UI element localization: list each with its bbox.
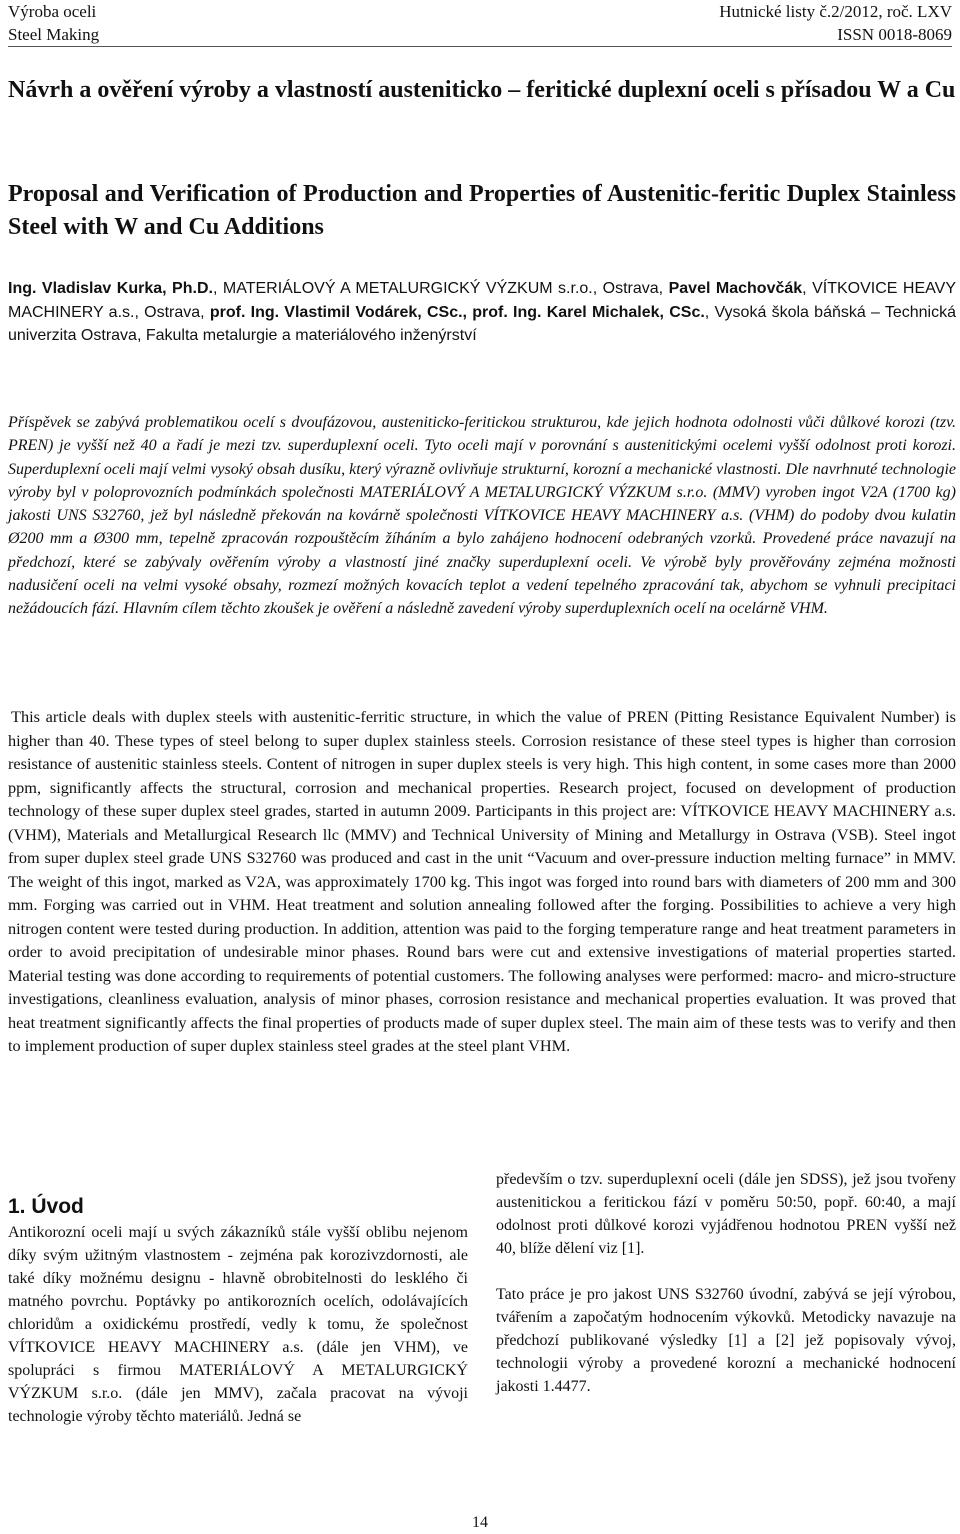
title-english: Proposal and Verification of Production and Properties of Austenitic-feritic Duplex Stainless Steel with W and Cu Additions	[8, 181, 956, 240]
header-section-en: Steel Making	[8, 25, 100, 44]
author-2-affiliation: , VÍTKOVICE HEAVY MACHINERY a.s., Ostrava,	[8, 280, 956, 321]
section-heading-introduction: 1. Úvod	[8, 1195, 84, 1218]
left-column	[8, 1193, 468, 1428]
header-journal: Hutnické listy č.2/2012, roč. LXV	[719, 2, 952, 21]
author-1: Ing. Vladislav Kurka, Ph.D.	[8, 280, 213, 297]
title-czech: Návrh a ověření výroby a vlastností austeniticko – feritické duplexní oceli s přísadou W a Cu	[8, 77, 956, 103]
right-column	[496, 1168, 956, 1398]
header-left	[8, 0, 99, 46]
header-right	[719, 0, 952, 46]
author-3-4-affiliation: , Vysoká škola báňská – Technická univerzita Ostrava, Fakulta metalurgie a materiálového inženýrství	[8, 303, 957, 344]
intro-paragraph-right-2: Tato práce je pro jakost UNS S32760 úvodní, zabývá se její výrobou, tvářením a započatým hodnocením výkovků. Metodicky navazuje na předchozí publikované výsledky [1] a [2] jež popisovaly vývoj, technologii výroby a provedené korozní a mechanické hodnocení jakosti 1.4477.	[496, 1286, 956, 1395]
intro-paragraph-left: Antikorozní oceli mají u svých zákazníků stále vyšší oblibu nejenom díky svým užitným vlastnostem - zejména pak korozivzdornosti, ale také díky možnému designu - hlavně obrobitelnosti do lesklého či matného povrchu. Poptávky po antikorozních ocelích, odolávajících chloridům a oxidickému prostředí, vedly k tomu, že společnost VÍTKOVICE HEAVY MACHINERY a.s. (dále jen VHM), ve spolupráci s firmou MATERIÁLOVÝ A METALURGICKÝ VÝZKUM s.r.o. (dále jen MMV), začala pracovat na vývoji technologie výroby těchto materiálů. Jedná se	[8, 1224, 468, 1425]
author-2: Pavel Machovčák	[668, 280, 803, 297]
abstract-english: This article deals with duplex steels with austenitic-ferritic structure, in which the value of PREN (Pitting Resistance Equivalent Number) is higher than 40. These types of steel belong to super duplex stainless steels. Corrosion resistance of these steel types is higher than corrosion resistance of austenitic stainless steels. Content of nitrogen in super duplex steels is very high. This high content, in some cases more than 2000 ppm, significantly affects the structural, corrosion and mechanical properties. Research project, focused on development of production technology of these super duplex steel grades, started in autumn 2009. Participants in this project are: VÍTKOVICE HEAVY MACHINERY a.s. (VHM), Materials and Metallurgical Research llc (MMV) and Technical University of Mining and Metallurgy in Ostrava (VSB). Steel ingot from super duplex steel grade UNS S32760 was produced and cast in the unit “Vacuum and over-pressure induction melting furnace” in MMV. The weight of this ingot, marked as V2A, was approximately 1700 kg. This ingot was forged into round bars with diameters of 200 mm and 300 mm. Forging was carried out in VHM. Heat treatment and solution annealing followed after the forging. Possibilities to achieve a very high nitrogen content were tested during production. In addition, attention was paid to the forging temperature range and heat treatment parameters in order to avoid precipitation of undesirable minor phases. Round bars were cut and extensive investigations of material properties started. Material testing was done according to requirements of potential customers. The following analyses were performed: macro- and micro-structure investigations, cleanliness evaluation, analysis of minor phases, corrosion resistance and mechanical properties evaluation. It was proved that heat treatment significantly affects the final properties of products made of super duplex steel. The main aim of these tests was to verify and then to implement production of super duplex stainless steel grades at the steel plant VHM.	[8, 707, 956, 1055]
intro-paragraph-right-1: především o tzv. superduplexní oceli (dále jen SDSS), jež jsou tvořeny austenitickou a feritickou fází v poměru 50:50, popř. 60:40, a mají odolnost proti důlkové korozi vyjádřenou hodnotou PREN vyšší než 40, blíže dělení viz [1].	[496, 1171, 956, 1257]
abstract-czech: Příspěvek se zabývá problematikou ocelí s dvoufázovou, austeniticko-feritickou strukturou, kde jejich hodnota odolnosti vůči důlkové korozi (tzv. PREN) je vyšší než 40 a řadí je mezi tzv. superduplexní oceli. Tyto oceli mají v porovnání s austenitickými ocelemi vyšší odolnost proti korozi. Superduplexní oceli mají velmi vysoký obsah dusíku, který výrazně ovlivňuje strukturní, korozní a mechanické vlastnosti. Dle navrhnuté technologie výroby byl v poloprovozních podmínkách společnosti MATERIÁLOVÝ A METALURGICKÝ VÝZKUM s.r.o. (MMV) vyroben ingot V2A (1700 kg) jakosti UNS S32760, jež byl následně překován na kovárně společnosti VÍTKOVICE HEAVY MACHINERY a.s. (VHM) do podoby dvou kulatin Ø200 mm a Ø300 mm, tepelně zpracován rozpouštěcím žíháním a bylo zahájeno hodnocení odebraných vzorků. Provedené práce navazují na předchozí, které se zabývaly ověřením výroby a vlastností jiné značky superduplexní oceli. Ve výrobě byly prověřovány zejména možnosti nadusičení oceli na velmi vysoké obsahy, rozmezí možných kovacích teplot a vedení tepelného zpracování tak, abychom se vyhnuli precipitaci nežádoucích fází. Hlavním cílem těchto zkoušek je ověření a následně zavedení výroby superduplexních ocelí na ocelárně VHM.	[8, 414, 956, 618]
header-issn: ISSN 0018-8069	[837, 25, 952, 44]
author-3-4: prof. Ing. Vlastimil Vodárek, CSc., prof. Ing. Karel Michalek, CSc.	[209, 303, 705, 321]
header-section-cz: Výroba oceli	[8, 2, 97, 21]
author-1-affiliation: , MATERIÁLOVÝ A METALURGICKÝ VÝZKUM s.r.o., Ostrava,	[212, 280, 669, 297]
header-divider	[8, 46, 952, 47]
author-list	[8, 277, 956, 348]
running-header	[0, 0, 960, 46]
page-number: 14	[472, 1514, 488, 1531]
